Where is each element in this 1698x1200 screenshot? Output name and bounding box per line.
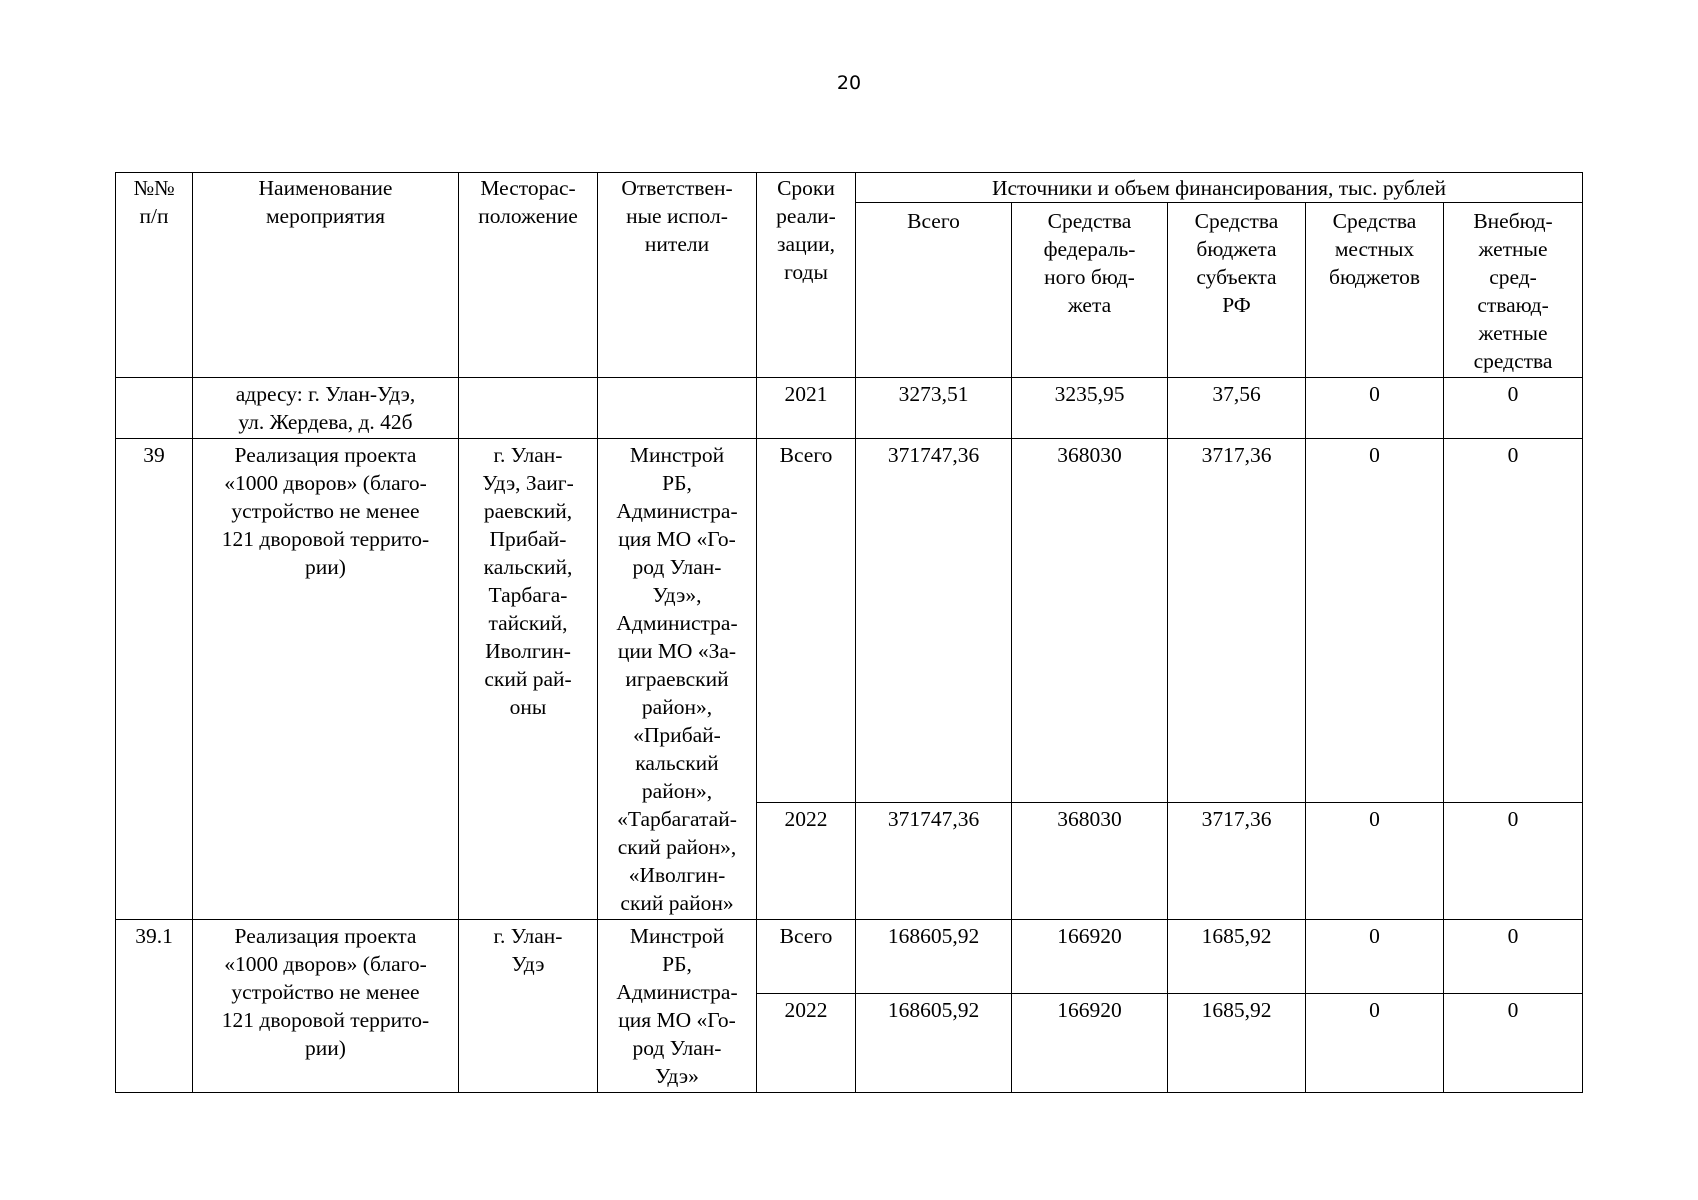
cell-extra: 0	[1444, 994, 1583, 1093]
header-location: Месторас- положение	[459, 173, 598, 378]
cell-responsible: Минстрой РБ, Администра- ция МО «Го- род Улан- Удэ», Администра- ции МО «За- играевский район», «Прибай- кальский район», «Тарбагатай- ский район», «Иволгин- ский район»	[598, 439, 757, 920]
cell-local: 0	[1306, 378, 1444, 439]
cell-name: Реализация проекта «1000 дворов» (благо- устройство не менее 121 дворовой террито- рии)	[193, 439, 459, 920]
table-row	[116, 920, 1583, 994]
cell-total: 371747,36	[856, 439, 1012, 803]
cell-federal: 368030	[1012, 439, 1168, 803]
cell-federal: 166920	[1012, 994, 1168, 1093]
header-federal: Средства федераль- ного бюд- жета	[1012, 203, 1168, 378]
cell-subject: 37,56	[1168, 378, 1306, 439]
cell-subject: 1685,92	[1168, 994, 1306, 1093]
cell-total: 371747,36	[856, 802, 1012, 919]
cell-federal: 368030	[1012, 802, 1168, 919]
table-row	[116, 439, 1583, 803]
header-sources: Источники и объем финансирования, тыс. рублей	[856, 173, 1583, 203]
cell-responsible: Минстрой РБ, Администра- ция МО «Го- род Улан- Удэ»	[598, 920, 757, 1093]
cell-period: 2021	[757, 378, 856, 439]
cell-extra: 0	[1444, 802, 1583, 919]
header-subject: Средства бюджета субъекта РФ	[1168, 203, 1306, 378]
cell-num: 39.1	[116, 920, 193, 1093]
header-responsible: Ответствен- ные испол- нители	[598, 173, 757, 378]
financing-table	[115, 172, 1583, 1093]
cell-location: г. Улан- Удэ	[459, 920, 598, 1093]
cell-period: Всего	[757, 920, 856, 994]
cell-responsible	[598, 378, 757, 439]
cell-period: 2022	[757, 802, 856, 919]
cell-local: 0	[1306, 439, 1444, 803]
table-row	[116, 378, 1583, 439]
cell-federal: 3235,95	[1012, 378, 1168, 439]
cell-federal: 166920	[1012, 920, 1168, 994]
header-num: №№ п/п	[116, 173, 193, 378]
cell-location	[459, 378, 598, 439]
header-name: Наименование мероприятия	[193, 173, 459, 378]
cell-subject: 3717,36	[1168, 802, 1306, 919]
cell-period: 2022	[757, 994, 856, 1093]
header-total: Всего	[856, 203, 1012, 378]
cell-total: 168605,92	[856, 994, 1012, 1093]
cell-extra: 0	[1444, 378, 1583, 439]
cell-subject: 1685,92	[1168, 920, 1306, 994]
cell-num: 39	[116, 439, 193, 920]
cell-location: г. Улан- Удэ, Заиг- раевский, Прибай- кальский, Тарбага- тайский, Иволгин- ский рай- оны	[459, 439, 598, 920]
cell-name: Реализация проекта «1000 дворов» (благо- устройство не менее 121 дворовой террито- рии)	[193, 920, 459, 1093]
cell-local: 0	[1306, 920, 1444, 994]
cell-extra: 0	[1444, 439, 1583, 803]
header-extra: Внебюд- жетные сред- стваюд- жетные средства	[1444, 203, 1583, 378]
cell-num	[116, 378, 193, 439]
cell-subject: 3717,36	[1168, 439, 1306, 803]
cell-period: Всего	[757, 439, 856, 803]
cell-total: 168605,92	[856, 920, 1012, 994]
header-period: Сроки реали- зации, годы	[757, 173, 856, 378]
cell-total: 3273,51	[856, 378, 1012, 439]
cell-local: 0	[1306, 802, 1444, 919]
cell-local: 0	[1306, 994, 1444, 1093]
cell-name: адресу: г. Улан-Удэ, ул. Жердева, д. 42б	[193, 378, 459, 439]
header-local: Средства местных бюджетов	[1306, 203, 1444, 378]
cell-extra: 0	[1444, 920, 1583, 994]
header-row	[116, 173, 1583, 203]
page-number: 20	[836, 72, 862, 94]
